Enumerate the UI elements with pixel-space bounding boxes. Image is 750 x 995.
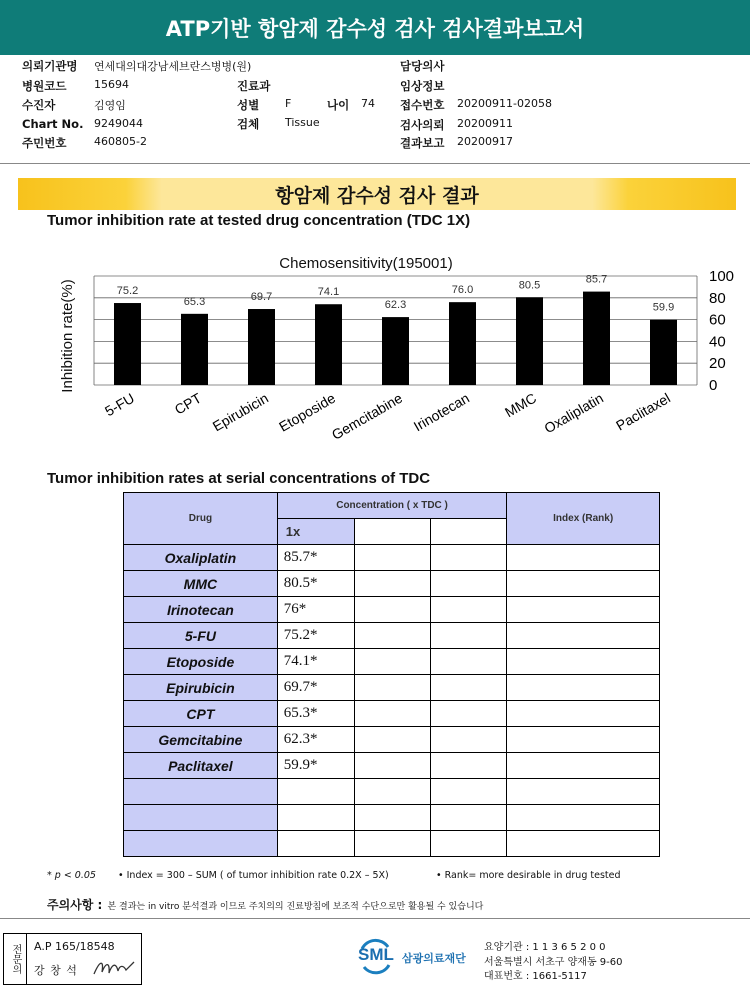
drug-cell: CPT xyxy=(124,701,278,727)
accession-value: 20200911-02058 xyxy=(457,97,552,110)
empty-cell xyxy=(507,779,660,805)
empty-cell xyxy=(430,701,507,727)
accession-label: 접수번호 xyxy=(400,98,445,112)
chart-x-labels xyxy=(102,390,673,443)
empty-cell xyxy=(354,701,430,727)
empty-cell xyxy=(277,805,354,831)
empty-cell xyxy=(430,545,507,571)
empty-cell xyxy=(354,649,430,675)
chart-no-value: 9249044 xyxy=(94,117,143,130)
inhibition-value-cell: 65.3* xyxy=(277,701,354,727)
institution-label: 의뢰기관명 xyxy=(22,59,78,73)
org-address: 서울특별시 서초구 양재동 9-60 xyxy=(484,957,623,968)
chart-value-label: 76.0 xyxy=(451,284,474,297)
drug-cell: Oxaliplatin xyxy=(124,545,278,571)
tdc-table xyxy=(123,492,660,857)
table-row xyxy=(124,545,660,571)
request-date-value: 20200911 xyxy=(457,117,513,130)
table-row xyxy=(124,701,660,727)
empty-cell xyxy=(430,779,507,805)
empty-cell xyxy=(354,623,430,649)
specimen-value: Tissue xyxy=(285,116,320,129)
p-value-note xyxy=(47,870,96,881)
drug-cell: Gemcitabine xyxy=(124,727,278,753)
drug-cell: MMC xyxy=(124,571,278,597)
table-row xyxy=(124,727,660,753)
chart-x-label: Oxaliplatin xyxy=(541,389,606,437)
chart-bar-oxaliplatin xyxy=(583,292,610,385)
hospital-code-label: 병원코드 xyxy=(22,79,67,93)
empty-cell xyxy=(277,779,354,805)
empty-cell xyxy=(354,753,430,779)
index-rank-cell xyxy=(507,545,660,571)
index-rank-cell xyxy=(507,649,660,675)
result-banner xyxy=(18,178,736,210)
concentration-header: Concentration ( x TDC ) xyxy=(277,493,507,519)
drug-cell: Etoposide xyxy=(124,649,278,675)
inhibition-value-cell: 76* xyxy=(277,597,354,623)
inhibition-value-cell: 74.1* xyxy=(277,649,354,675)
department-label: 진료과 xyxy=(237,79,271,93)
chart-value-label: 74.1 xyxy=(317,286,340,299)
empty-cell xyxy=(430,675,507,701)
chart-x-label: Irinotecan xyxy=(410,389,472,435)
inhibition-value-cell: 75.2* xyxy=(277,623,354,649)
rank-note: • Rank= more desirable in drug tested xyxy=(436,870,621,881)
pathologist-name: 강 창 석 xyxy=(34,964,78,977)
empty-cell xyxy=(430,831,507,857)
institution-row xyxy=(22,58,252,74)
chart-bar-mmc xyxy=(516,297,543,385)
ap-number: A.P 165/18548 xyxy=(34,940,115,953)
age-value: 74 xyxy=(361,97,375,110)
chart-bar-epirubicin xyxy=(248,309,275,385)
chart-y-tick-label: 20 xyxy=(709,355,726,373)
table-row-empty xyxy=(124,779,660,805)
chart-no-label: Chart No. xyxy=(22,117,84,131)
index-rank-cell xyxy=(507,753,660,779)
empty-cell xyxy=(354,545,430,571)
empty-cell xyxy=(354,571,430,597)
footer-divider xyxy=(0,918,750,919)
report-title-bar xyxy=(0,0,750,55)
inhibition-value-cell: 69.7* xyxy=(277,675,354,701)
index-rank-cell xyxy=(507,597,660,623)
receiver-value: 김영임 xyxy=(94,99,126,112)
age-label: 나이 xyxy=(327,98,350,112)
empty-cell xyxy=(430,571,507,597)
chart-ylabel: Inhibition rate(%) xyxy=(59,279,76,393)
chart-bar-gemcitabine xyxy=(382,317,409,385)
drug-cell: Irinotecan xyxy=(124,597,278,623)
specialist-label: 전문의 xyxy=(4,934,27,984)
inhibition-value-cell: 85.7* xyxy=(277,545,354,571)
drug-header: Drug xyxy=(124,493,278,545)
section2-title: Tumor inhibition rates at serial concentrations of TDC xyxy=(47,470,431,487)
report-date-label: 결과보고 xyxy=(400,136,445,150)
index-rank-cell xyxy=(507,675,660,701)
signature-icon xyxy=(92,956,136,980)
sml-logo-text: SML xyxy=(358,945,394,964)
specimen-label: 검체 xyxy=(237,117,260,131)
result-banner-text: 항암제 감수성 검사 결과 xyxy=(275,184,479,207)
chemosensitivity-chart xyxy=(0,238,750,460)
drug-cell-empty xyxy=(124,805,278,831)
drug-cell: 5-FU xyxy=(124,623,278,649)
resident-no-label: 주민번호 xyxy=(22,136,67,150)
chart-y-ticks xyxy=(709,268,734,394)
header-divider xyxy=(0,163,750,164)
section1-title: Tumor inhibition rate at tested drug concentration (TDC 1X) xyxy=(47,212,471,229)
receiver-label: 수진자 xyxy=(22,98,56,112)
inhibition-value-cell: 80.5* xyxy=(277,571,354,597)
empty-cell xyxy=(430,753,507,779)
empty-cell xyxy=(277,831,354,857)
org-code: 요양기관 : 1 1 3 6 5 2 0 0 xyxy=(484,942,606,953)
table-row xyxy=(124,597,660,623)
doctor-label: 담당의사 xyxy=(400,59,445,73)
inhibition-value-cell: 59.9* xyxy=(277,753,354,779)
chart-title: Chemosensitivity(195001) xyxy=(279,255,453,272)
chart-x-label: Gemcitabine xyxy=(328,389,405,443)
empty-cell xyxy=(354,675,430,701)
sex-label: 성별 xyxy=(237,98,260,112)
chart-x-label: Epirubicin xyxy=(209,389,271,435)
table-row xyxy=(124,675,660,701)
chart-bar-cpt xyxy=(181,314,208,385)
sex-value: F xyxy=(285,97,292,110)
institution-value: 연세대의대강남세브란스병병(원) xyxy=(94,60,252,73)
table-row xyxy=(124,571,660,597)
inhibition-value-cell: 62.3* xyxy=(277,727,354,753)
empty-cell xyxy=(430,649,507,675)
empty-cell xyxy=(507,831,660,857)
empty-cell xyxy=(430,805,507,831)
chart-x-label: Paclitaxel xyxy=(613,389,673,434)
chart-x-label: CPT xyxy=(171,389,204,418)
chart-y-tick-label: 40 xyxy=(709,333,726,351)
chart-value-label: 80.5 xyxy=(518,279,541,292)
chart-y-tick-label: 60 xyxy=(709,311,726,329)
conc-empty-header xyxy=(354,519,430,545)
empty-cell xyxy=(430,623,507,649)
index-note: • Index = 300 – SUM ( of tumor inhibition rate 0.2X – 5X) xyxy=(118,870,389,881)
index-rank-cell xyxy=(507,623,660,649)
empty-cell xyxy=(354,727,430,753)
org-phone: 대표번호 : 1661-5117 xyxy=(484,971,587,982)
chart-x-label: Etoposide xyxy=(276,389,338,435)
chart-y-tick-label: 80 xyxy=(709,289,726,307)
chart-value-label: 75.2 xyxy=(116,285,139,298)
table-row-empty xyxy=(124,831,660,857)
empty-cell xyxy=(354,779,430,805)
report-title: ATP기반 항암제 감수성 검사 검사결과보고서 xyxy=(165,16,585,41)
chart-value-label: 59.9 xyxy=(652,301,675,314)
caution-label: 주의사항 : xyxy=(47,898,103,912)
table-row xyxy=(124,623,660,649)
chart-value-label: 62.3 xyxy=(384,299,407,312)
chart-bar-etoposide xyxy=(315,304,342,385)
request-date-label: 검사의뢰 xyxy=(400,118,445,132)
pathologist-stamp xyxy=(3,933,142,985)
clinical-info-label: 임상정보 xyxy=(400,79,445,93)
chart-y-tick-label: 0 xyxy=(709,377,718,394)
chart-value-label: 85.7 xyxy=(585,273,608,286)
report-date-value: 20200917 xyxy=(457,135,513,148)
drug-cell-empty xyxy=(124,831,278,857)
table-row xyxy=(124,753,660,779)
resident-no-value: 460805-2 xyxy=(94,135,147,148)
empty-cell xyxy=(507,805,660,831)
index-rank-header: Index (Rank) xyxy=(507,493,660,545)
chart-y-tick-label: 100 xyxy=(709,268,735,285)
chart-bar-paclitaxel xyxy=(650,320,677,385)
empty-cell xyxy=(430,727,507,753)
chart-value-label: 69.7 xyxy=(250,291,273,304)
empty-cell xyxy=(354,805,430,831)
index-rank-cell xyxy=(507,571,660,597)
p-value-note-text: * p < 0.05 xyxy=(47,870,96,881)
drug-cell: Paclitaxel xyxy=(124,753,278,779)
chart-value-label: 65.3 xyxy=(183,295,206,308)
empty-cell xyxy=(354,831,430,857)
chart-x-label: MMC xyxy=(502,389,539,421)
drug-cell: Epirubicin xyxy=(124,675,278,701)
hospital-code-value: 15694 xyxy=(94,78,129,91)
conc-1x-header: 1x xyxy=(277,519,354,545)
empty-cell xyxy=(430,597,507,623)
chart-bar-5-fu xyxy=(114,303,141,385)
chart-x-label: 5-FU xyxy=(102,389,137,420)
index-rank-cell xyxy=(507,727,660,753)
empty-cell xyxy=(354,597,430,623)
conc-empty-header xyxy=(430,519,507,545)
table-row-empty xyxy=(124,805,660,831)
caution-text: 본 결과는 in vitro 분석결과 이므로 주치의의 진료방침에 보조적 수단으로만 활용될 수 있습니다 xyxy=(107,902,484,912)
caution-note xyxy=(47,894,483,913)
table-row xyxy=(124,649,660,675)
chart-bar-irinotecan xyxy=(449,302,476,385)
index-rank-cell xyxy=(507,701,660,727)
org-name: 삼광의료재단 xyxy=(402,952,466,965)
drug-cell-empty xyxy=(124,779,278,805)
